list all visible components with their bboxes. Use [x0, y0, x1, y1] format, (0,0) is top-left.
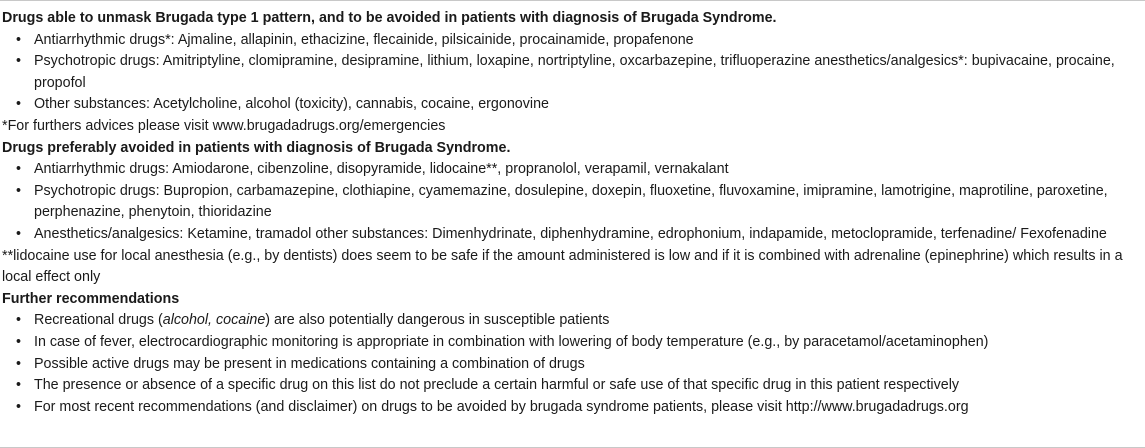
section-2-heading: Drugs preferably avoided in patients with diagnosis of Brugada Syndrome. — [2, 139, 511, 156]
further-bullet-2 — [2, 332, 1145, 354]
bullet-text: Other substances: Acetylcholine, alcohol (toxicity), cannabis, cocaine, ergonovine — [34, 96, 549, 113]
bullet-text: Possible active drugs may be present in medications containing a combination of drugs — [34, 355, 585, 372]
bullet-icon: • — [16, 96, 22, 113]
bullet-icon: • — [16, 312, 22, 329]
bullet-text: Psychotropic drugs: Amitriptyline, clomipramine, desipramine, lithium, loxapine, nortriptyline, oxcarbazepine, trifluoperazine anesthetics/analgesics*: bupivacaine, procaine, propofol — [34, 53, 1115, 91]
section-1-footnote: *For furthers advices please visit www.brugadadrugs.org/emergencies — [2, 117, 446, 134]
bullet-icon: • — [16, 53, 22, 70]
bullet-text: Antiarrhythmic drugs: Amiodarone, cibenzoline, disopyramide, lidocaine**, propranolol, verapamil, vernakalant — [34, 161, 729, 178]
bullet-icon: • — [16, 182, 22, 199]
section-2-bullet-1 — [2, 159, 1145, 181]
further-bullet-4 — [2, 375, 1145, 397]
bullet-icon: • — [16, 398, 22, 415]
section-1-bullet-2 — [2, 51, 1142, 94]
bullet-text: For most recent recommendations (and disclaimer) on drugs to be avoided by brugada syndrome patients, please visit http://www.brugadadrugs.org — [34, 398, 969, 415]
bullet-text-suffix: ) are also potentially dangerous in susceptible patients — [265, 312, 610, 329]
bullet-icon: • — [16, 333, 22, 350]
section-1-bullet-1 — [2, 30, 1145, 52]
section-2-footnote: **lidocaine use for local anesthesia (e.g., by dentists) does seem to be safe if the amount administered is low and if it is combined with adrenaline (epinephrine) which results in a local effect only — [2, 247, 1123, 286]
bullet-text: Psychotropic drugs: Bupropion, carbamazepine, clothiapine, cyamemazine, dosulepine, doxepin, fluoxetine, fluvoxamine, imipramine, lamotrigine, maprotiline, paroxetine, perphenazine, phenytoin, thioridazine — [34, 182, 1108, 221]
section-1-heading: Drugs able to unmask Brugada type 1 pattern, and to be avoided in patients with diagnosis of Brugada Syndrome. — [2, 10, 777, 26]
bullet-icon: • — [16, 355, 22, 372]
bullet-icon: • — [16, 377, 22, 394]
bullet-text: The presence or absence of a specific drug on this list do not preclude a certain harmful or safe use of that specific drug in this patient respectively — [34, 377, 960, 394]
bullet-icon: • — [16, 31, 22, 48]
bullet-icon: • — [16, 161, 22, 178]
bullet-text: Anesthetics/analgesics: Ketamine, tramadol other substances: Dimenhydrinate, diphenhydramine, edrophonium, indapamide, metoclopramide, terfenadine/ Fexofenadine — [34, 225, 1107, 242]
further-heading: Further recommendations — [2, 290, 180, 307]
section-2-bullet-3 — [2, 224, 1142, 246]
section-1-bullet-3 — [2, 94, 1145, 116]
further-bullet-5 — [2, 397, 1145, 419]
bullet-icon: • — [16, 225, 22, 242]
section-2-bullet-2 — [2, 181, 1142, 224]
bullet-text: Antiarrhythmic drugs*: Ajmaline, allapinin, ethacizine, flecainide, pilsicainide, procainamide, propafenone — [34, 31, 694, 48]
further-bullet-3 — [2, 354, 1145, 376]
further-bullet-1 — [2, 310, 1145, 332]
bullet-text: In case of fever, electrocardiographic monitoring is appropriate in combination with lowering of body temperature (e.g., by paracetamol/acetaminophen) — [34, 333, 989, 350]
bullet-text-prefix: Recreational drugs ( — [34, 312, 163, 329]
bullet-text-italic: alcohol, cocaine — [162, 312, 266, 329]
